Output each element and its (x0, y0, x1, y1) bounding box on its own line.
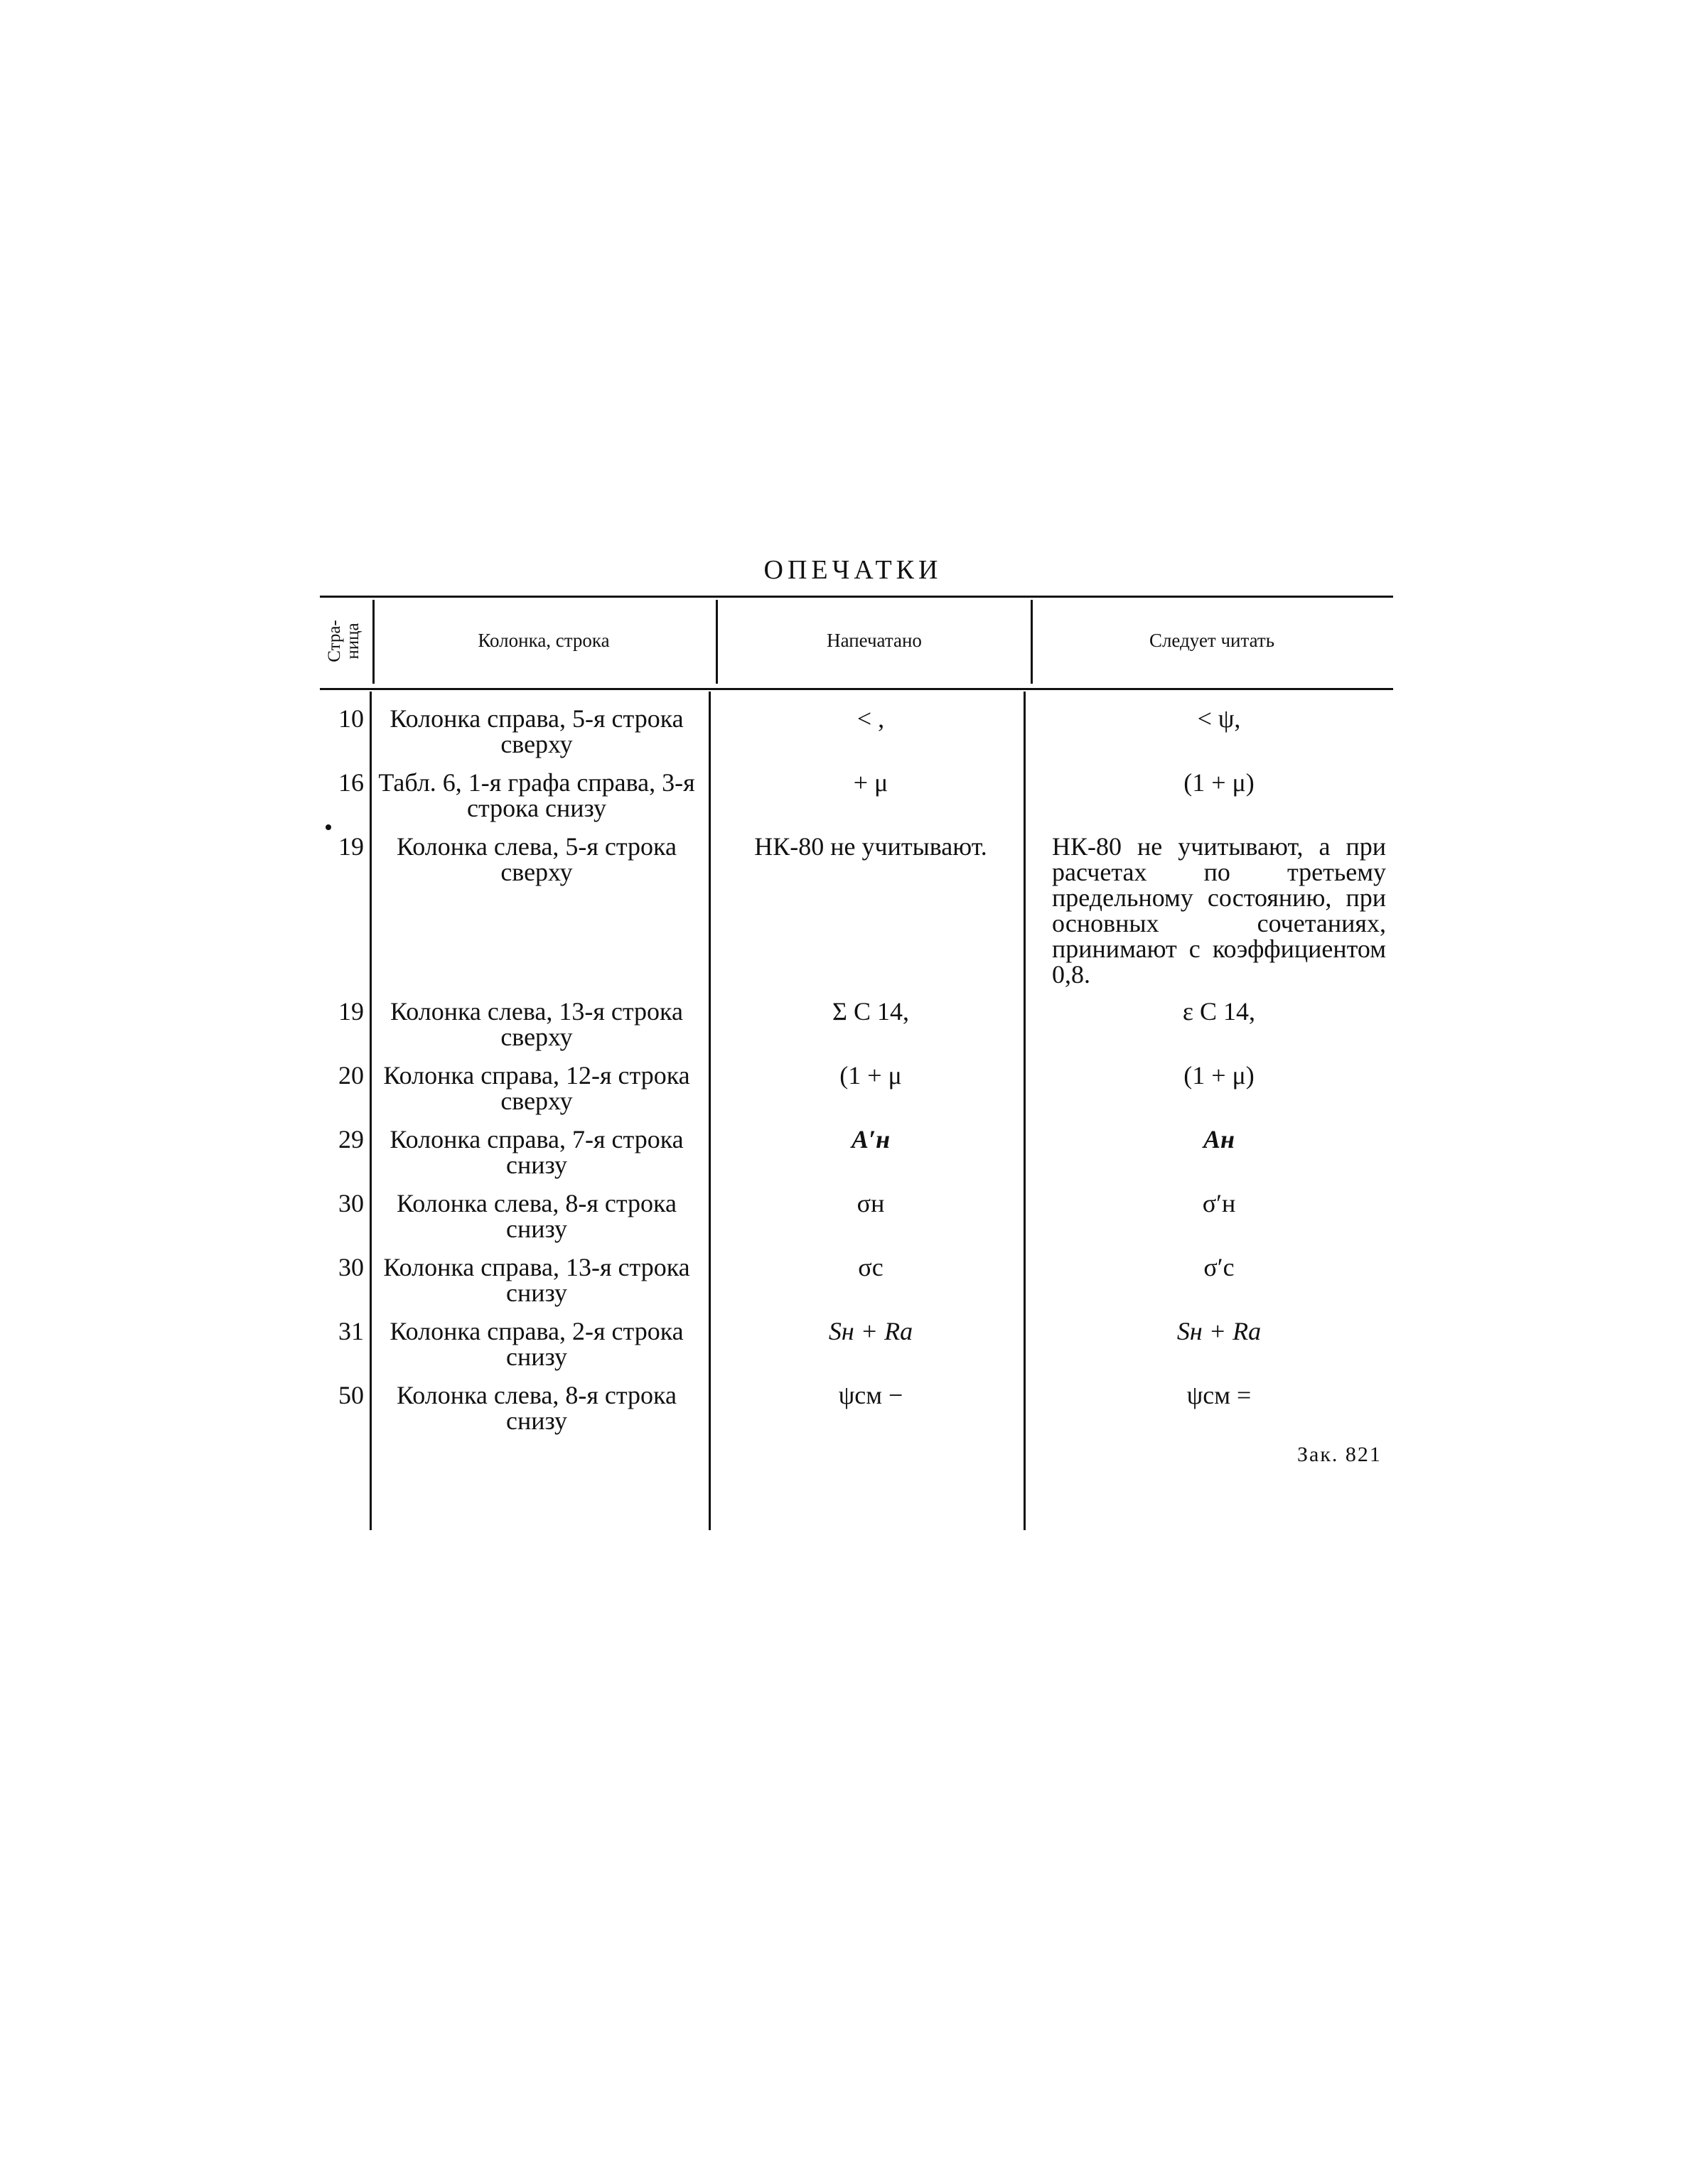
row-location: Колонка слева, 13-я строка сверху (390, 997, 683, 1051)
row-should-read: Sн + Rа (1176, 1317, 1262, 1345)
row-page: 10 (338, 704, 364, 733)
row-should-read: σ′с (1203, 1253, 1235, 1281)
row-should-read: НК-80 не учитывают, а при расчетах по третьему предельному состоянию, при основных сочетаниях, принимают с коэффициентом 0,8. (1052, 832, 1386, 989)
row-printed: σс (858, 1253, 884, 1281)
row-should-read: Aн (1203, 1125, 1235, 1153)
row-printed: Sн + Rа (828, 1317, 913, 1345)
row-printed: < , (856, 704, 885, 733)
row-should-read: (1 + μ) (1183, 768, 1255, 797)
row-location: Колонка слева, 5-я строка сверху (397, 832, 677, 886)
row-should-read: σ′н (1202, 1189, 1236, 1217)
table-header-rule (320, 688, 1393, 690)
header-printed: Напечатано (827, 630, 922, 651)
row-printed: ψсм − (838, 1381, 903, 1409)
body-divider-3 (1024, 692, 1026, 1530)
row-page: 50 (338, 1381, 364, 1409)
row-should-read: (1 + μ) (1183, 1061, 1255, 1090)
row-location: Колонка справа, 7-я строка снизу (390, 1125, 684, 1179)
row-should-read: ε C 14, (1182, 997, 1256, 1026)
header-divider-1 (372, 600, 375, 684)
body-divider-1 (370, 692, 372, 1530)
row-printed: НК-80 не учитывают. (754, 832, 987, 861)
row-printed: (1 + μ (839, 1061, 902, 1090)
row-page: 30 (338, 1189, 364, 1217)
row-printed: Σ C 14, (832, 997, 909, 1026)
row-location: Табл. 6, 1-я графа справа, 3-я строка снизу (378, 768, 695, 822)
row-should-read: ψсм = (1186, 1381, 1252, 1409)
row-page: 31 (338, 1317, 364, 1345)
row-page: 19 (338, 997, 364, 1026)
header-divider-3 (1031, 600, 1033, 684)
row-location: Колонка справа, 12-я строка сверху (383, 1061, 690, 1115)
order-number: Зак. 821 (1297, 1443, 1382, 1466)
row-page: 16 (338, 768, 364, 797)
header-should-read: Следует читать (1149, 630, 1275, 651)
header-divider-2 (716, 600, 718, 684)
header-page-label: Стра- ница (325, 620, 362, 662)
row-printed: A′н (851, 1125, 891, 1153)
row-page: 20 (338, 1061, 364, 1090)
row-location: Колонка справа, 13-я строка снизу (383, 1253, 690, 1307)
header-location: Колонка, строка (478, 630, 610, 651)
page-title: ОПЕЧАТКИ (763, 555, 942, 585)
row-page: 19 (338, 832, 364, 861)
row-location: Колонка справа, 2-я строка снизу (390, 1317, 684, 1371)
row-should-read: < ψ, (1197, 704, 1241, 733)
table-top-rule (320, 596, 1393, 598)
row-printed: σн (856, 1189, 885, 1217)
row-page: 29 (338, 1125, 364, 1153)
row-printed: + μ (853, 768, 888, 797)
row-page: 30 (338, 1253, 364, 1281)
row-location: Колонка слева, 8-я строка снизу (397, 1189, 677, 1243)
print-speck (326, 824, 331, 830)
row-location: Колонка слева, 8-я строка снизу (397, 1381, 677, 1435)
body-divider-2 (709, 692, 711, 1530)
header-page (320, 606, 368, 677)
row-location: Колонка справа, 5-я строка сверху (390, 704, 684, 758)
